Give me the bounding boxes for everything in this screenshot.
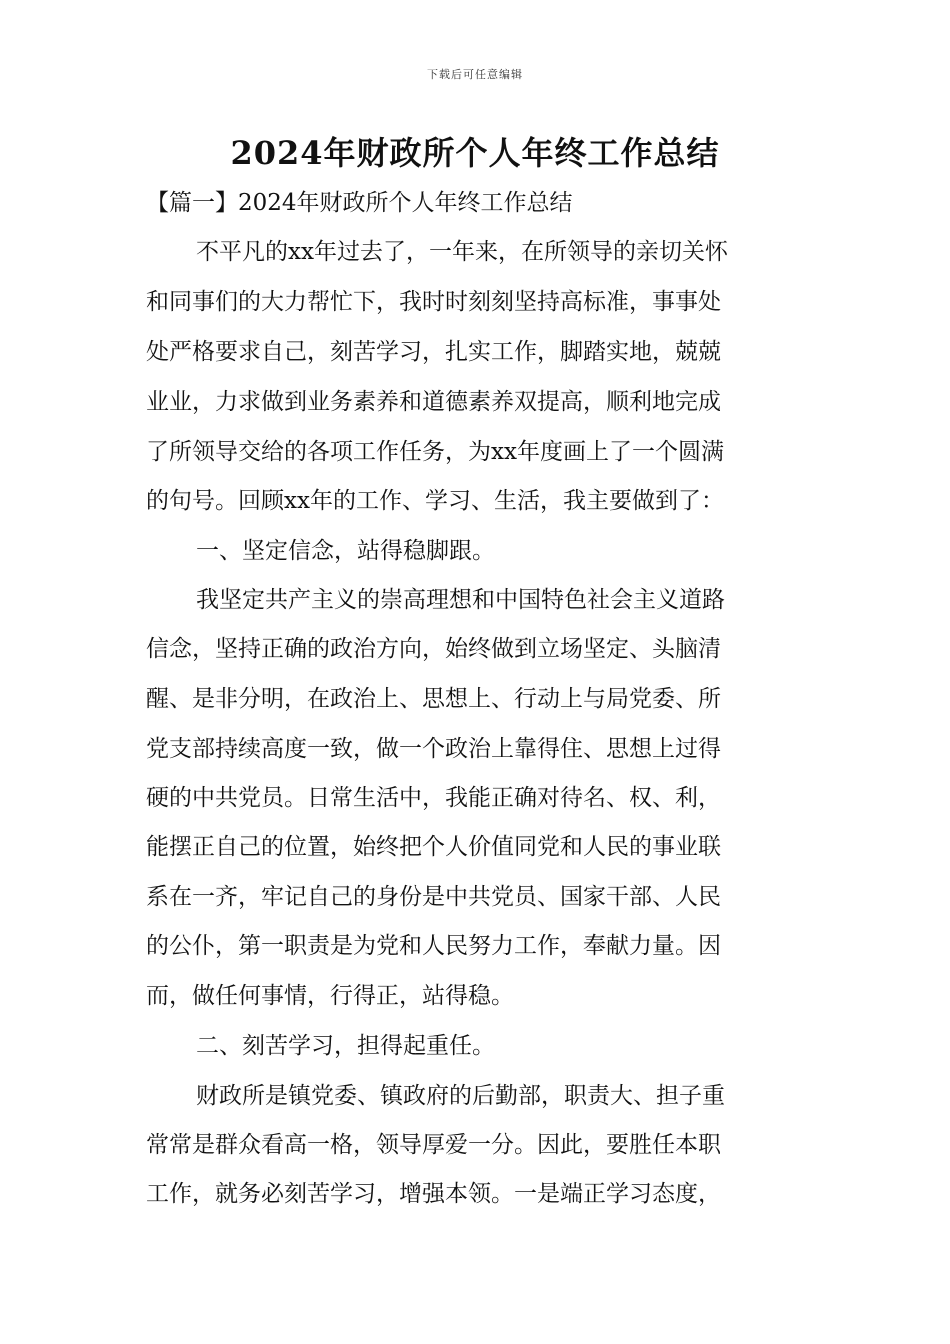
body-line: 能摆正自己的位置，始终把个人价值同党和人民的事业联 [146, 834, 721, 860]
body-line: 我坚定共产主义的崇高理想和中国特色社会主义道路 [196, 587, 725, 613]
body-line: 处严格要求自己，刻苦学习，扎实工作，脚踏实地，兢兢 [146, 339, 721, 365]
subheading-line: 一、坚定信念，站得稳脚跟。 [196, 538, 495, 564]
body-line: 信念，坚持正确的政治方向，始终做到立场坚定、头脑清 [146, 636, 721, 662]
body-line: 不平凡的xx年过去了，一年来，在所领导的亲切关怀 [196, 239, 728, 265]
body-line: 硬的中共党员。日常生活中，我能正确对待名、权、利， [146, 785, 721, 811]
body-line: 财政所是镇党委、镇政府的后勤部，职责大、担子重 [196, 1083, 725, 1109]
section-heading: 【篇一】2024年财政所个人年终工作总结 [146, 190, 573, 216]
header-note: 下载后可任意编辑 [427, 68, 523, 81]
body-line: 和同事们的大力帮忙下，我时时刻刻坚持高标准，事事处 [146, 289, 721, 315]
document-title: 2024年财政所个人年终工作总结 [230, 134, 720, 172]
body-line: 了所领导交给的各项工作任务，为xx年度画上了一个圆满 [146, 439, 724, 465]
body-line: 常常是群众看高一格，领导厚爱一分。因此，要胜任本职 [146, 1132, 721, 1158]
body-line: 的公仆，第一职责是为党和人民努力工作，奉献力量。因 [146, 933, 721, 959]
body-line: 业业，力求做到业务素养和道德素养双提高，顺利地完成 [146, 389, 721, 415]
body-line: 系在一齐，牢记自己的身份是中共党员、国家干部、人民 [146, 884, 721, 910]
body-line: 醒、是非分明，在政治上、思想上、行动上与局党委、所 [146, 686, 721, 712]
body-line: 的句号。回顾xx年的工作、学习、生活，我主要做到了： [146, 488, 724, 514]
subheading-line: 二、刻苦学习，担得起重任。 [196, 1033, 495, 1059]
body-line: 工作，就务必刻苦学习，增强本领。一是端正学习态度， [146, 1181, 721, 1207]
body-line: 党支部持续高度一致，做一个政治上靠得住、思想上过得 [146, 736, 721, 762]
body-line: 而，做任何事情，行得正，站得稳。 [146, 983, 514, 1009]
